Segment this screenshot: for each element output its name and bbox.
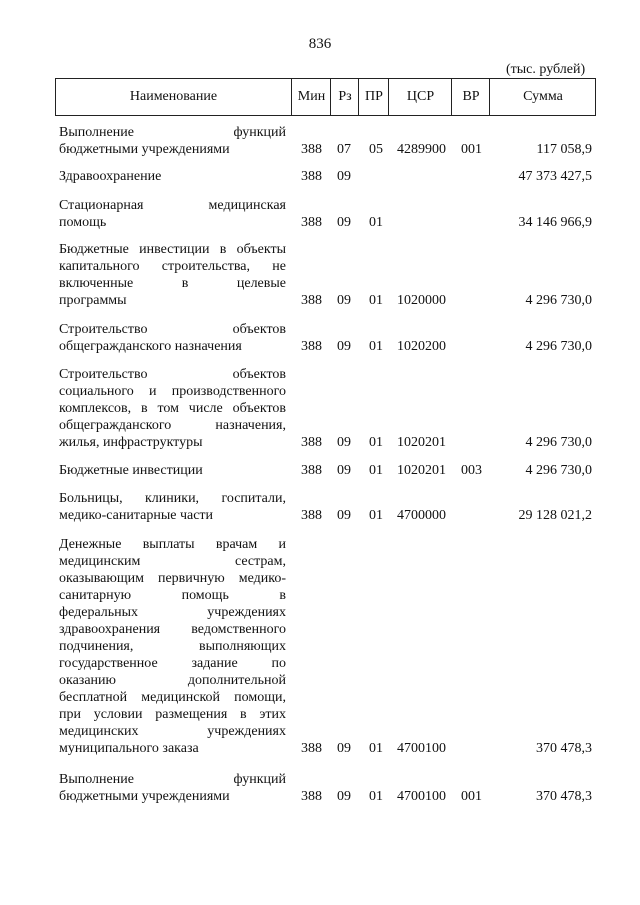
cell-pr: 01 xyxy=(369,741,383,756)
cell-vr: 001 xyxy=(461,142,482,157)
row-name-line: бесплатной медицинской помощи, xyxy=(59,690,286,705)
header-min: Мин xyxy=(291,79,331,115)
cell-rz: 09 xyxy=(337,339,351,354)
row-name-line: Строительство объектов xyxy=(59,322,286,337)
cell-pr: 01 xyxy=(369,463,383,478)
row-name-line: Денежные выплаты врачам и xyxy=(59,537,286,552)
row-name-line: Выполнение функций xyxy=(59,772,286,787)
row-name-line: жилья, инфраструктуры xyxy=(59,435,203,450)
header-vr: ВР xyxy=(451,79,490,115)
cell-rz: 09 xyxy=(337,169,351,184)
cell-vr: 003 xyxy=(461,463,482,478)
table-row xyxy=(0,168,640,185)
row-name-line: Здравоохранение xyxy=(59,169,162,184)
row-name-line: общегражданского назначения xyxy=(59,339,242,354)
cell-csr: 1020201 xyxy=(397,435,446,450)
row-name-line: программы xyxy=(59,293,127,308)
cell-pr: 01 xyxy=(369,339,383,354)
cell-pr: 01 xyxy=(369,508,383,523)
cell-sum: 4 296 730,0 xyxy=(525,293,592,308)
table-row xyxy=(0,462,640,479)
row-name-line: подчинения, выполняющих xyxy=(59,639,286,654)
table-row xyxy=(0,124,640,158)
header-csr: ЦСР xyxy=(388,79,452,115)
table-row xyxy=(0,366,640,451)
row-name-line: бюджетными учреждениями xyxy=(59,142,230,157)
cell-rz: 09 xyxy=(337,463,351,478)
cell-min: 388 xyxy=(301,169,322,184)
cell-vr: 001 xyxy=(461,789,482,804)
cell-pr: 05 xyxy=(369,142,383,157)
row-name-line: санитарную помощь в xyxy=(59,588,286,603)
cell-csr: 4700100 xyxy=(397,789,446,804)
row-name-line: комплексов, в том числе объектов xyxy=(59,401,286,416)
table-row xyxy=(0,321,640,355)
cell-min: 388 xyxy=(301,435,322,450)
cell-rz: 09 xyxy=(337,741,351,756)
cell-min: 388 xyxy=(301,741,322,756)
row-name-line: Бюджетные инвестиции xyxy=(59,463,203,478)
row-name-line: медико-санитарные части xyxy=(59,508,214,523)
cell-rz: 09 xyxy=(337,293,351,308)
header-pr: ПР xyxy=(358,79,389,115)
cell-csr: 1020200 xyxy=(397,339,446,354)
row-name-line: Стационарная медицинская xyxy=(59,198,286,213)
cell-csr: 1020201 xyxy=(397,463,446,478)
cell-pr: 01 xyxy=(369,215,383,230)
table-header xyxy=(55,78,596,116)
cell-sum: 4 296 730,0 xyxy=(525,339,592,354)
row-name-line: медицинских учреждениях xyxy=(59,724,286,739)
cell-sum: 370 478,3 xyxy=(536,741,592,756)
cell-min: 388 xyxy=(301,215,322,230)
cell-rz: 09 xyxy=(337,215,351,230)
cell-csr: 4700000 xyxy=(397,508,446,523)
cell-sum: 370 478,3 xyxy=(536,789,592,804)
row-name-line: федеральных учреждениях xyxy=(59,605,286,620)
header-sum: Сумма xyxy=(489,79,596,115)
cell-sum: 117 058,9 xyxy=(536,142,592,157)
cell-rz: 09 xyxy=(337,789,351,804)
page-number: 836 xyxy=(308,36,332,52)
cell-pr: 01 xyxy=(369,293,383,308)
table-row xyxy=(0,490,640,524)
cell-min: 388 xyxy=(301,339,322,354)
row-name xyxy=(59,536,286,757)
row-name-line: государственное задание по xyxy=(59,656,286,671)
cell-min: 388 xyxy=(301,463,322,478)
cell-sum: 47 373 427,5 xyxy=(518,169,592,184)
cell-min: 388 xyxy=(301,293,322,308)
cell-rz: 09 xyxy=(337,508,351,523)
cell-csr: 1020000 xyxy=(397,293,446,308)
row-name-line: Выполнение функций xyxy=(59,125,286,140)
row-name-line: оказанию дополнительной xyxy=(59,673,286,688)
table-row xyxy=(0,771,640,805)
row-name-line: медицинским сестрам, xyxy=(59,554,286,569)
row-name-line: общегражданского назначения, xyxy=(59,418,286,433)
row-name-line: включенные в целевые xyxy=(59,276,286,291)
cell-rz: 07 xyxy=(337,142,351,157)
row-name-line: Бюджетные инвестиции в объекты xyxy=(59,242,286,257)
cell-sum: 4 296 730,0 xyxy=(525,463,592,478)
row-name-line: Больницы, клиники, госпитали, xyxy=(59,491,286,506)
row-name-line: Строительство объектов xyxy=(59,367,286,382)
units-label: (тыс. рублей) xyxy=(506,62,586,77)
cell-rz: 09 xyxy=(337,435,351,450)
cell-csr: 4289900 xyxy=(397,142,446,157)
row-name-line: бюджетными учреждениями xyxy=(59,789,230,804)
cell-sum: 34 146 966,9 xyxy=(518,215,592,230)
table-row xyxy=(0,197,640,231)
cell-pr: 01 xyxy=(369,789,383,804)
header-name: Наименование xyxy=(129,89,218,104)
row-name-line: при условии размещения в этих xyxy=(59,707,286,722)
cell-sum: 29 128 021,2 xyxy=(518,508,592,523)
row-name-line: муниципального заказа xyxy=(59,741,199,756)
cell-csr: 4700100 xyxy=(397,741,446,756)
row-name-line: помощь xyxy=(59,215,107,230)
row-name-line: социального и производственного xyxy=(59,384,286,399)
cell-min: 388 xyxy=(301,789,322,804)
row-name-line: капитального строительства, не xyxy=(59,259,286,274)
cell-sum: 4 296 730,0 xyxy=(525,435,592,450)
table-row xyxy=(0,241,640,309)
cell-min: 388 xyxy=(301,142,322,157)
cell-pr: 01 xyxy=(369,435,383,450)
cell-min: 388 xyxy=(301,508,322,523)
row-name-line: оказывающим первичную медико- xyxy=(59,571,286,586)
row-name-line: здравоохранения ведомственного xyxy=(59,622,286,637)
table-row xyxy=(0,536,640,757)
header-rz: Рз xyxy=(330,79,359,115)
